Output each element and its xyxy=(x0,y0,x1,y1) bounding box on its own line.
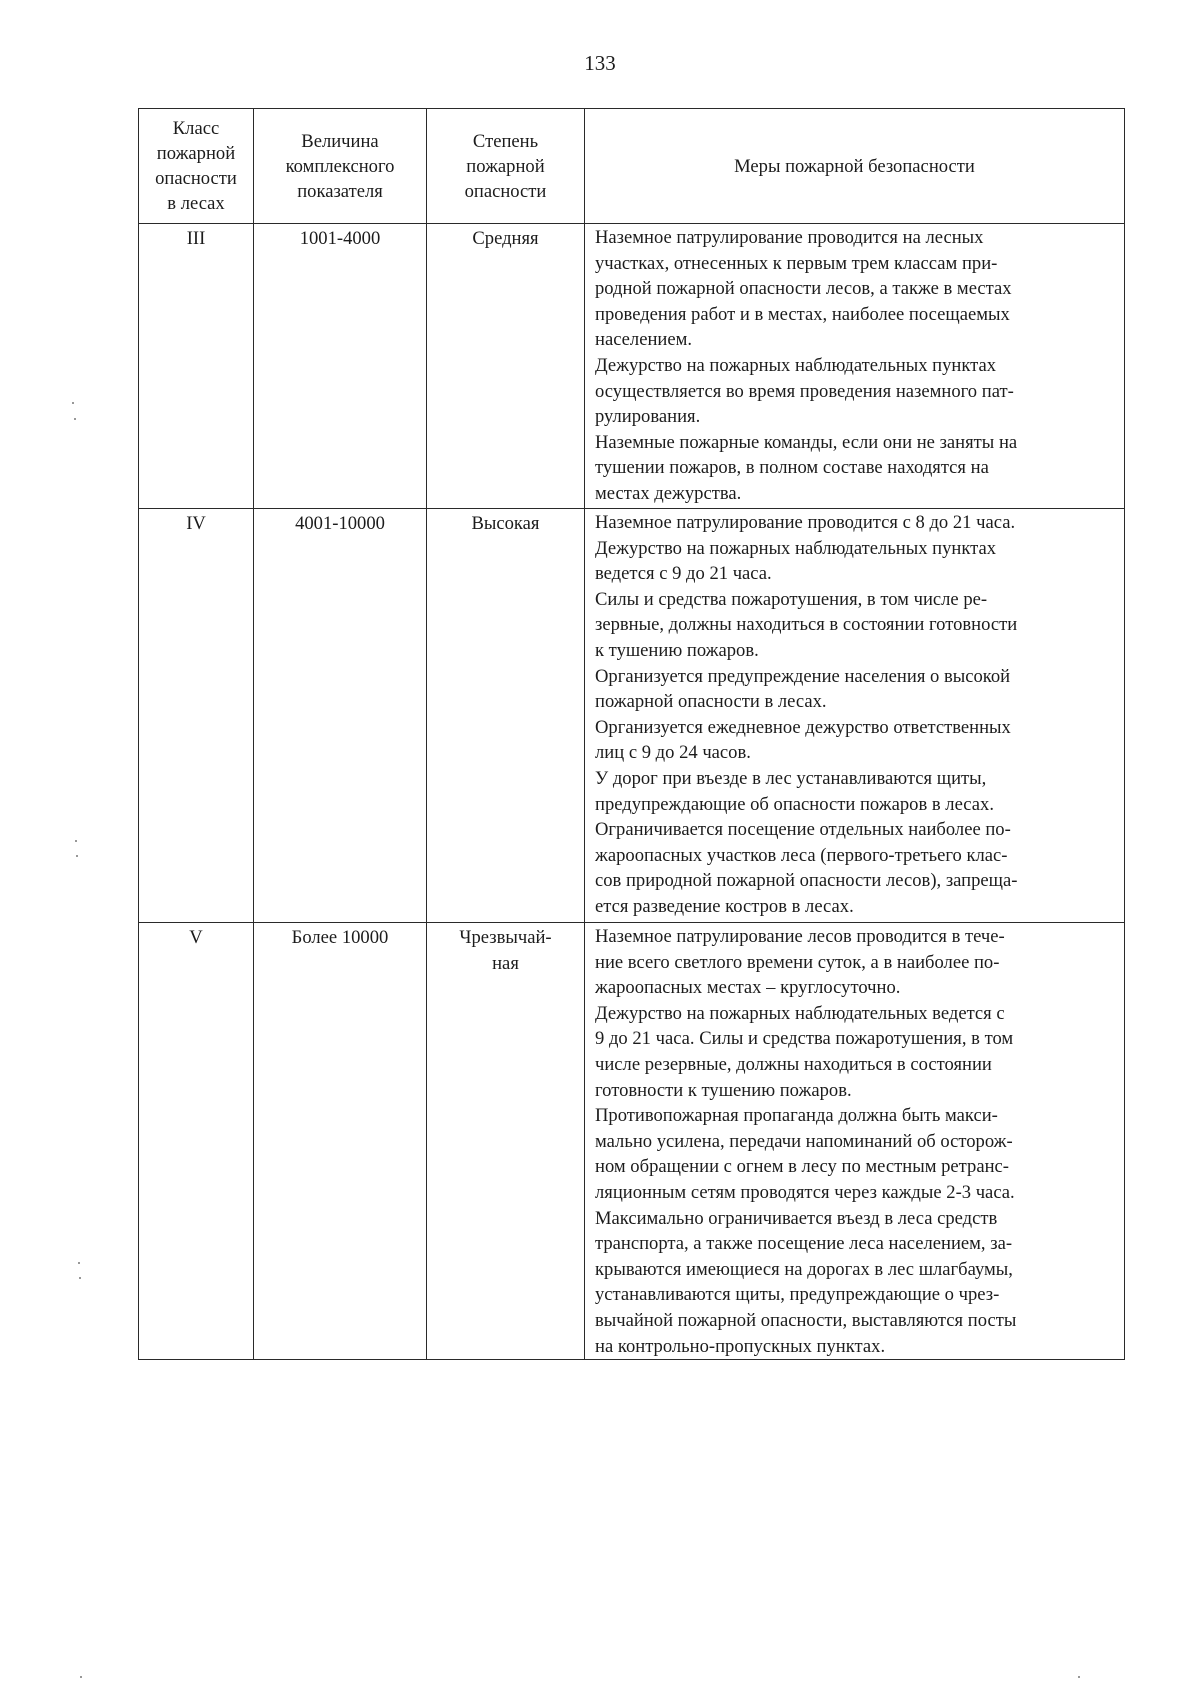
table-header-row xyxy=(139,109,1125,224)
measure-line: жароопасных участков леса (первого-третьего клас- xyxy=(595,844,1008,866)
scan-speck xyxy=(72,402,74,404)
measure-line: У дорог при въезде в лес устанавливаются щиты, xyxy=(595,767,987,789)
measure-line: Дежурство на пожарных наблюдательных пунктах xyxy=(595,537,997,559)
measure-line: жароопасных местах – круглосуточно. xyxy=(595,977,901,999)
danger-degree-cell xyxy=(427,923,585,1360)
measure-line: Дежурство на пожарных наблюдательных пунктах xyxy=(595,354,997,376)
measure-line: ние всего светлого времени суток, а в наиболее по- xyxy=(595,951,1000,973)
scan-speck xyxy=(80,1676,82,1678)
scan-speck xyxy=(76,855,78,857)
measure-line: ном обращении с огнем в лесу по местным ретранс- xyxy=(595,1156,1009,1178)
measures-cell xyxy=(585,923,1125,1360)
measure-line: ется разведение костров в лесах. xyxy=(595,895,854,917)
measure-line: Организуется ежедневное дежурство ответственных xyxy=(595,716,1011,738)
measure-line: зервные, должны находиться в состоянии готовности xyxy=(595,614,1018,636)
measure-line: осуществляется во время проведения наземного пат- xyxy=(595,380,1014,402)
measure-line: пожарной опасности в лесах. xyxy=(595,691,827,713)
scan-speck xyxy=(74,418,76,420)
header-line: пожарной xyxy=(156,143,236,164)
measure-line: мально усилена, передачи напоминаний об осторож- xyxy=(595,1130,1013,1152)
measures-cell xyxy=(585,509,1125,923)
measure-line: Силы и средства пожаротушения, в том числе ре- xyxy=(595,588,988,610)
measure-line: предупреждающие об опасности пожаров в лесах. xyxy=(595,793,994,815)
measure-line: Максимально ограничивается въезд в леса средств xyxy=(595,1207,998,1229)
header-fire-class xyxy=(139,109,254,224)
measure-line: Противопожарная пропаганда должна быть макси- xyxy=(595,1105,998,1127)
header-line: Меры пожарной безопасности xyxy=(734,155,975,177)
measure-line: местах дежурства. xyxy=(595,482,742,504)
measure-line: готовности к тушению пожаров. xyxy=(595,1079,852,1101)
measure-line: Наземное патрулирование лесов проводится в тече- xyxy=(595,926,1005,947)
header-line: Класс xyxy=(172,118,220,139)
measure-line: на контрольно-пропускных пунктах. xyxy=(595,1335,886,1357)
scan-speck xyxy=(1078,1676,1080,1678)
page-number: 133 xyxy=(584,51,616,75)
measure-line: вычайной пожарной опасности, выставляются посты xyxy=(595,1309,1017,1331)
measure-line: транспорта, а также посещение леса населением, за- xyxy=(595,1233,1013,1255)
table-row xyxy=(139,509,1125,923)
complex-index-cell: 1001-4000 xyxy=(254,224,427,509)
measure-line: сов природной пожарной опасности лесов), запреща- xyxy=(595,870,1018,892)
measures-cell xyxy=(585,224,1125,509)
measure-line: проведения работ и в местах, наиболее посещаемых xyxy=(595,303,1010,325)
danger-degree-cell xyxy=(427,509,585,923)
degree-line: ная xyxy=(492,952,519,974)
measure-line: Дежурство на пожарных наблюдательных ведется с xyxy=(595,1002,1005,1024)
measure-line: рулирования. xyxy=(595,406,701,428)
header-line: Степень xyxy=(472,130,539,152)
fire-class-cell: IV xyxy=(139,509,254,923)
table-row xyxy=(139,923,1125,1360)
measure-line: Наземное патрулирование проводится на лесных xyxy=(595,227,984,248)
complex-index-cell: Более 10000 xyxy=(254,923,427,1360)
header-complex-index xyxy=(254,109,427,224)
scan-speck xyxy=(79,1277,81,1279)
header-line: опасности xyxy=(155,168,237,189)
header-line: Величина xyxy=(301,130,379,152)
measure-line: населением. xyxy=(595,329,693,351)
header-danger-degree xyxy=(427,109,585,224)
fire-danger-table xyxy=(138,108,1125,1360)
danger-degree-cell xyxy=(427,224,585,509)
measure-line: к тушению пожаров. xyxy=(595,639,759,661)
header-safety-measures xyxy=(585,109,1125,224)
measure-line: лиц с 9 до 24 часов. xyxy=(595,742,751,764)
measure-line: родной пожарной опасности лесов, а также в местах xyxy=(595,278,1012,300)
measure-line: 9 до 21 часа. Силы и средства пожаротушения, в том xyxy=(595,1028,1014,1050)
table-row xyxy=(139,224,1125,509)
degree-line: Средняя xyxy=(472,228,539,249)
measure-line: крываются имеющиеся на дорогах в лес шлагбаумы, xyxy=(595,1258,1013,1280)
measure-line: Ограничивается посещение отдельных наиболее по- xyxy=(595,819,1011,841)
header-line: показателя xyxy=(297,180,383,202)
measure-line: ляционным сетям проводятся через каждые 2-3 часа. xyxy=(595,1181,1015,1203)
measure-line: Наземное патрулирование проводится с 8 до 21 часа. xyxy=(595,512,1016,533)
measure-line: числе резервные, должны находиться в состоянии xyxy=(595,1053,992,1075)
measure-line: тушении пожаров, в полном составе находятся на xyxy=(595,457,989,479)
header-line: пожарной xyxy=(466,155,545,177)
fire-class-cell: III xyxy=(139,224,254,509)
header-line: комплексного xyxy=(285,155,395,177)
complex-index-cell: 4001-10000 xyxy=(254,509,427,923)
measure-line: устанавливаются щиты, предупреждающие о чрез- xyxy=(595,1284,1000,1306)
measure-line: ведется с 9 до 21 часа. xyxy=(595,563,772,585)
header-line: опасности xyxy=(464,180,547,202)
scan-speck xyxy=(75,840,77,842)
header-line: в лесах xyxy=(167,193,225,214)
degree-line: Чрезвычай- xyxy=(459,927,552,948)
scan-speck xyxy=(78,1262,80,1264)
fire-class-cell: V xyxy=(139,923,254,1360)
measure-line: участках, отнесенных к первым трем классам при- xyxy=(595,252,998,274)
degree-line: Высокая xyxy=(471,513,540,534)
measure-line: Организуется предупреждение населения о высокой xyxy=(595,665,1011,687)
measure-line: Наземные пожарные команды, если они не заняты на xyxy=(595,431,1018,453)
